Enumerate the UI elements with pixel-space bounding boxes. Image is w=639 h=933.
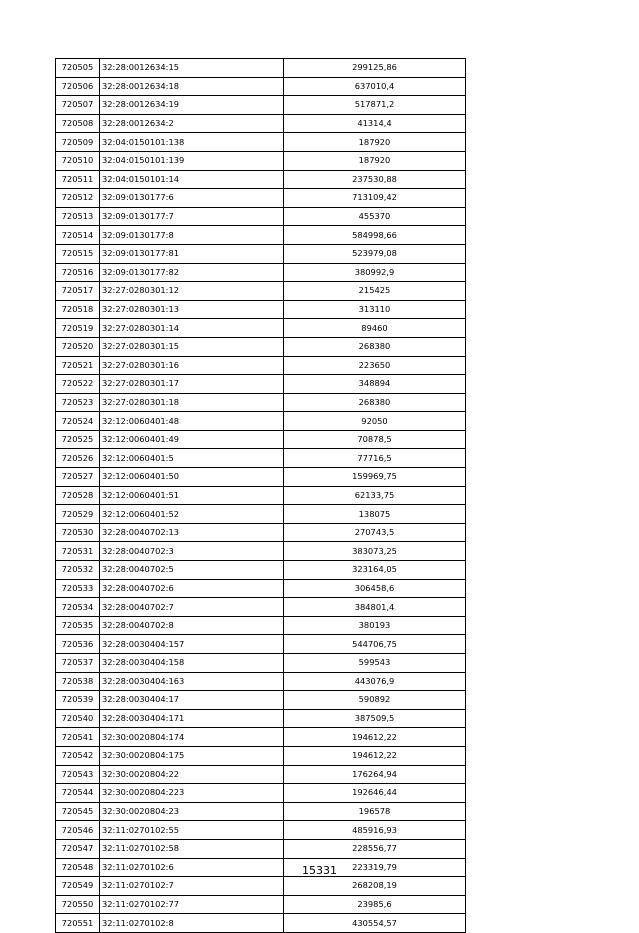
value-cell: 192646,44	[284, 784, 466, 803]
row-id-cell: 720507	[56, 96, 100, 115]
row-id-cell: 720537	[56, 654, 100, 673]
cadastral-number-cell: 32:27:0280301:14	[100, 319, 284, 338]
cadastral-number-cell: 32:11:0270102:58	[100, 839, 284, 858]
cadastral-number-cell: 32:30:0020804:223	[100, 784, 284, 803]
cadastral-number-cell: 32:11:0270102:55	[100, 821, 284, 840]
row-id-cell: 720531	[56, 542, 100, 561]
value-cell: 194612,22	[284, 746, 466, 765]
cadastral-number-cell: 32:27:0280301:12	[100, 282, 284, 301]
value-cell: 176264,94	[284, 765, 466, 784]
table-row	[56, 337, 466, 356]
row-id-cell: 720551	[56, 914, 100, 933]
cadastral-number-cell: 32:28:0040702:3	[100, 542, 284, 561]
value-cell: 196578	[284, 802, 466, 821]
row-id-cell: 720539	[56, 691, 100, 710]
cadastral-number-cell: 32:28:0040702:8	[100, 616, 284, 635]
value-cell: 590892	[284, 691, 466, 710]
cadastral-number-cell: 32:04:0150101:138	[100, 133, 284, 152]
value-cell: 187920	[284, 151, 466, 170]
cadastral-number-cell: 32:27:0280301:18	[100, 393, 284, 412]
row-id-cell: 720521	[56, 356, 100, 375]
table-row	[56, 207, 466, 226]
cadastral-number-cell: 32:09:0130177:82	[100, 263, 284, 282]
cadastral-number-cell: 32:27:0280301:15	[100, 337, 284, 356]
cadastral-number-cell: 32:04:0150101:14	[100, 170, 284, 189]
cadastral-number-cell: 32:28:0030404:163	[100, 672, 284, 691]
value-cell: 306458,6	[284, 579, 466, 598]
cadastral-number-cell: 32:28:0040702:6	[100, 579, 284, 598]
cadastral-number-cell: 32:11:0270102:77	[100, 895, 284, 914]
value-cell: 187920	[284, 133, 466, 152]
row-id-cell: 720532	[56, 561, 100, 580]
row-id-cell: 720533	[56, 579, 100, 598]
row-id-cell: 720513	[56, 207, 100, 226]
value-cell: 77716,5	[284, 449, 466, 468]
table-row	[56, 114, 466, 133]
table-row	[56, 189, 466, 208]
value-cell: 387509,5	[284, 709, 466, 728]
table-row	[56, 244, 466, 263]
row-id-cell: 720547	[56, 839, 100, 858]
cadastral-number-cell: 32:04:0150101:139	[100, 151, 284, 170]
value-cell: 637010,4	[284, 77, 466, 96]
table-row	[56, 375, 466, 394]
row-id-cell: 720526	[56, 449, 100, 468]
row-id-cell: 720530	[56, 523, 100, 542]
cadastral-number-cell: 32:27:0280301:16	[100, 356, 284, 375]
table-row	[56, 59, 466, 78]
cadastral-number-cell: 32:12:0060401:52	[100, 505, 284, 524]
value-cell: 215425	[284, 282, 466, 301]
table-row	[56, 598, 466, 617]
cadastral-number-cell: 32:27:0280301:17	[100, 375, 284, 394]
value-cell: 348894	[284, 375, 466, 394]
table-row	[56, 170, 466, 189]
table-row	[56, 77, 466, 96]
value-cell: 194612,22	[284, 728, 466, 747]
row-id-cell: 720535	[56, 616, 100, 635]
value-cell: 380193	[284, 616, 466, 635]
row-id-cell: 720527	[56, 468, 100, 487]
row-id-cell: 720544	[56, 784, 100, 803]
cadastral-number-cell: 32:30:0020804:23	[100, 802, 284, 821]
cadastral-number-cell: 32:11:0270102:6	[100, 858, 284, 877]
value-cell: 713109,42	[284, 189, 466, 208]
table-row	[56, 821, 466, 840]
row-id-cell: 720518	[56, 300, 100, 319]
cadastral-number-cell: 32:12:0060401:51	[100, 486, 284, 505]
cadastral-number-cell: 32:28:0012634:18	[100, 77, 284, 96]
value-cell: 383073,25	[284, 542, 466, 561]
value-cell: 223650	[284, 356, 466, 375]
value-cell: 430554,57	[284, 914, 466, 933]
cadastral-number-cell: 32:27:0280301:13	[100, 300, 284, 319]
cadastral-number-cell: 32:12:0060401:48	[100, 412, 284, 431]
cadastral-number-cell: 32:11:0270102:8	[100, 914, 284, 933]
value-cell: 384801,4	[284, 598, 466, 617]
table-row	[56, 412, 466, 431]
row-id-cell: 720522	[56, 375, 100, 394]
table-row	[56, 616, 466, 635]
value-cell: 268380	[284, 393, 466, 412]
value-cell: 92050	[284, 412, 466, 431]
table-row	[56, 523, 466, 542]
table-row	[56, 393, 466, 412]
row-id-cell: 720538	[56, 672, 100, 691]
cadastral-number-cell: 32:12:0060401:50	[100, 468, 284, 487]
table-row	[56, 542, 466, 561]
row-id-cell: 720514	[56, 226, 100, 245]
table-row	[56, 319, 466, 338]
table-row	[56, 728, 466, 747]
cadastral-number-cell: 32:12:0060401:49	[100, 430, 284, 449]
table-row	[56, 468, 466, 487]
table-row	[56, 263, 466, 282]
value-cell: 268208,19	[284, 877, 466, 896]
cadastral-number-cell: 32:28:0040702:7	[100, 598, 284, 617]
table-row	[56, 226, 466, 245]
cadastral-number-cell: 32:28:0030404:17	[100, 691, 284, 710]
table-row	[56, 449, 466, 468]
value-cell: 159969,75	[284, 468, 466, 487]
row-id-cell: 720546	[56, 821, 100, 840]
table-row	[56, 151, 466, 170]
table-row	[56, 691, 466, 710]
row-id-cell: 720512	[56, 189, 100, 208]
cadastral-number-cell: 32:30:0020804:174	[100, 728, 284, 747]
row-id-cell: 720536	[56, 635, 100, 654]
cadastral-number-cell: 32:28:0030404:171	[100, 709, 284, 728]
row-id-cell: 720510	[56, 151, 100, 170]
table-row	[56, 914, 466, 933]
row-id-cell: 720529	[56, 505, 100, 524]
row-id-cell: 720505	[56, 59, 100, 78]
value-cell: 323164,05	[284, 561, 466, 580]
value-cell: 599543	[284, 654, 466, 673]
table-row	[56, 746, 466, 765]
value-cell: 380992,9	[284, 263, 466, 282]
value-cell: 313110	[284, 300, 466, 319]
row-id-cell: 720519	[56, 319, 100, 338]
value-cell: 443076,9	[284, 672, 466, 691]
value-cell: 584998,66	[284, 226, 466, 245]
value-cell: 237530,88	[284, 170, 466, 189]
row-id-cell: 720525	[56, 430, 100, 449]
value-cell: 270743,5	[284, 523, 466, 542]
cadastral-number-cell: 32:28:0012634:15	[100, 59, 284, 78]
table-row	[56, 282, 466, 301]
table-row	[56, 300, 466, 319]
cadastral-value-table	[55, 58, 466, 933]
row-id-cell: 720528	[56, 486, 100, 505]
cadastral-number-cell: 32:28:0040702:5	[100, 561, 284, 580]
value-cell: 228556,77	[284, 839, 466, 858]
table-row	[56, 784, 466, 803]
row-id-cell: 720549	[56, 877, 100, 896]
row-id-cell: 720506	[56, 77, 100, 96]
row-id-cell: 720516	[56, 263, 100, 282]
table-row	[56, 635, 466, 654]
table-row	[56, 133, 466, 152]
table-row	[56, 765, 466, 784]
cadastral-number-cell: 32:12:0060401:5	[100, 449, 284, 468]
row-id-cell: 720543	[56, 765, 100, 784]
row-id-cell: 720517	[56, 282, 100, 301]
cadastral-number-cell: 32:30:0020804:175	[100, 746, 284, 765]
value-cell: 41314,4	[284, 114, 466, 133]
row-id-cell: 720509	[56, 133, 100, 152]
cadastral-number-cell: 32:09:0130177:81	[100, 244, 284, 263]
value-cell: 517871,2	[284, 96, 466, 115]
row-id-cell: 720534	[56, 598, 100, 617]
value-cell: 62133,75	[284, 486, 466, 505]
row-id-cell: 720545	[56, 802, 100, 821]
cadastral-number-cell: 32:30:0020804:22	[100, 765, 284, 784]
value-cell: 138075	[284, 505, 466, 524]
value-cell: 223319,79	[284, 858, 466, 877]
row-id-cell: 720540	[56, 709, 100, 728]
row-id-cell: 720520	[56, 337, 100, 356]
table-row	[56, 96, 466, 115]
cadastral-number-cell: 32:09:0130177:7	[100, 207, 284, 226]
table-row	[56, 356, 466, 375]
cadastral-number-cell: 32:11:0270102:7	[100, 877, 284, 896]
value-cell: 299125,86	[284, 59, 466, 78]
table-row	[56, 709, 466, 728]
table-row	[56, 672, 466, 691]
cadastral-number-cell: 32:28:0012634:19	[100, 96, 284, 115]
value-cell: 485916,93	[284, 821, 466, 840]
cadastral-number-cell: 32:28:0030404:158	[100, 654, 284, 673]
value-cell: 455370	[284, 207, 466, 226]
table-row	[56, 839, 466, 858]
table-row	[56, 561, 466, 580]
cadastral-number-cell: 32:28:0012634:2	[100, 114, 284, 133]
row-id-cell: 720542	[56, 746, 100, 765]
table-row	[56, 654, 466, 673]
row-id-cell: 720515	[56, 244, 100, 263]
page-number: 15331	[302, 864, 337, 877]
row-id-cell: 720523	[56, 393, 100, 412]
table-row	[56, 877, 466, 896]
row-id-cell: 720548	[56, 858, 100, 877]
value-cell: 89460	[284, 319, 466, 338]
table-row	[56, 579, 466, 598]
cadastral-number-cell: 32:09:0130177:6	[100, 189, 284, 208]
cadastral-number-cell: 32:28:0040702:13	[100, 523, 284, 542]
table-body	[56, 59, 466, 933]
value-cell: 70878,5	[284, 430, 466, 449]
row-id-cell: 720524	[56, 412, 100, 431]
row-id-cell: 720541	[56, 728, 100, 747]
table-row	[56, 802, 466, 821]
value-cell: 544706,75	[284, 635, 466, 654]
cadastral-number-cell: 32:09:0130177:8	[100, 226, 284, 245]
value-cell: 523979,08	[284, 244, 466, 263]
table-row	[56, 430, 466, 449]
value-cell: 268380	[284, 337, 466, 356]
table-row	[56, 486, 466, 505]
cadastral-number-cell: 32:28:0030404:157	[100, 635, 284, 654]
row-id-cell: 720550	[56, 895, 100, 914]
table-row	[56, 505, 466, 524]
row-id-cell: 720508	[56, 114, 100, 133]
value-cell: 23985,6	[284, 895, 466, 914]
row-id-cell: 720511	[56, 170, 100, 189]
